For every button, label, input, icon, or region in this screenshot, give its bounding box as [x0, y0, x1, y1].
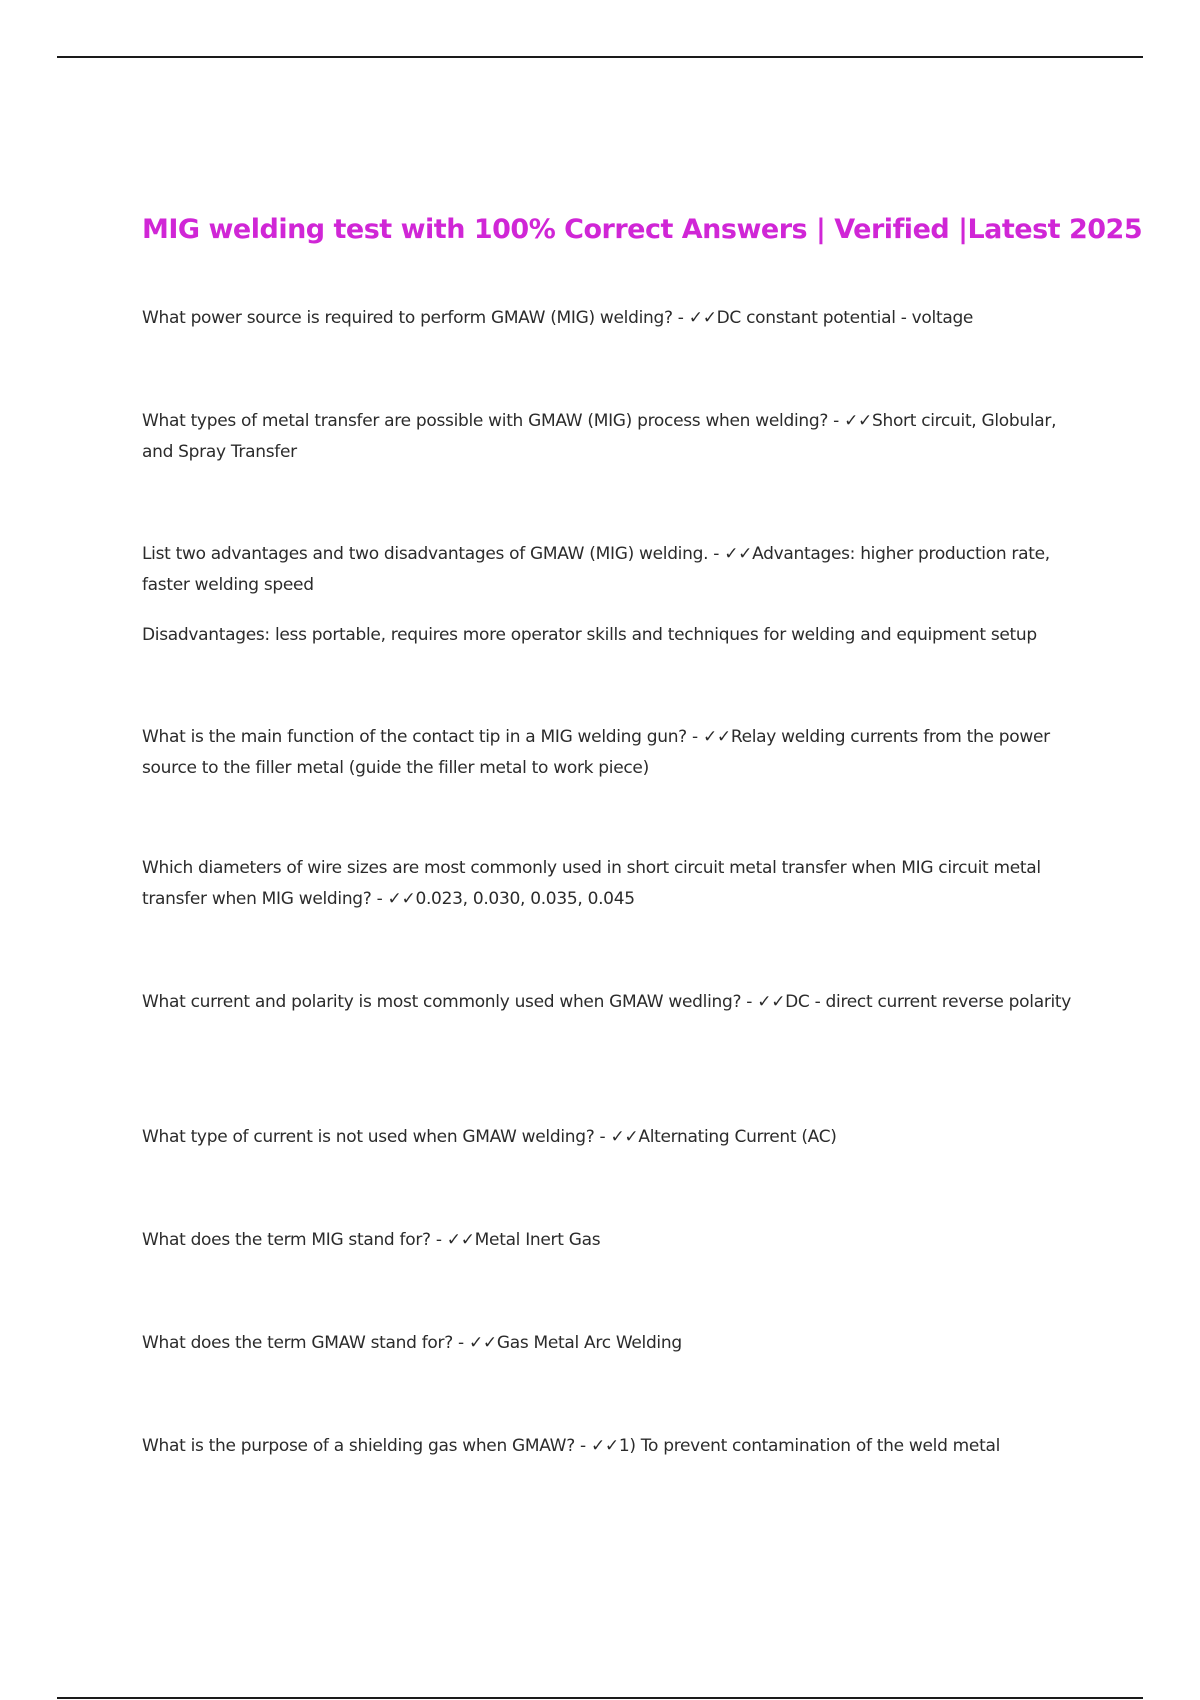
- question-text: What current and polarity is most commonly used when GMAW wedling? -: [142, 992, 758, 1012]
- answer-text: DC - direct current reverse polarity: [785, 992, 1072, 1012]
- bottom-divider: [57, 1697, 1143, 1699]
- answer-text: 1) To prevent contamination of the weld metal: [618, 1436, 1000, 1456]
- question-text: What type of current is not used when GMAW welding? -: [142, 1127, 611, 1147]
- question-text: What is the purpose of a shielding gas when GMAW? -: [142, 1436, 591, 1456]
- check-mark-icon: ✓✓: [702, 727, 731, 747]
- qa-item-4: [142, 722, 1082, 784]
- answer-text: Relay welding currents from the power source to the filler metal (guide the filler metal to work piece): [142, 727, 1050, 778]
- qa-item-10: [142, 1431, 1082, 1462]
- qa-item-1: [142, 303, 1082, 334]
- question-text: Which diameters of wire sizes are most commonly used in short circuit metal transfer when MIG circuit metal transfer when MIG welding? -: [142, 858, 1041, 909]
- check-mark-icon: ✓✓: [724, 544, 753, 564]
- answer-text: 0.023, 0.030, 0.035, 0.045: [415, 889, 635, 909]
- question-text: What does the term MIG stand for? -: [142, 1230, 447, 1250]
- question-text: What is the main function of the contact tip in a MIG welding gun? -: [142, 727, 703, 747]
- check-mark-icon: ✓✓: [844, 411, 872, 431]
- answer-text: Gas Metal Arc Welding: [496, 1333, 682, 1353]
- qa-item-7: [142, 1122, 1082, 1153]
- qa-item-2: [142, 406, 1082, 468]
- top-divider: [57, 56, 1143, 58]
- document-title: MIG welding test with 100% Correct Answers | Verified |Latest 2025: [142, 214, 1143, 245]
- qa-item-8: [142, 1225, 1082, 1256]
- answer-text: Alternating Current (AC): [638, 1127, 837, 1147]
- question-text: List two advantages and two disadvantages of GMAW (MIG) welding. -: [142, 544, 725, 564]
- answer-text: Short circuit, Globular, and Spray Transfer: [142, 411, 1057, 462]
- question-text: What types of metal transfer are possible with GMAW (MIG) process when welding? -: [142, 411, 845, 431]
- question-text: What power source is required to perform GMAW (MIG) welding? -: [142, 308, 689, 328]
- check-mark-icon: ✓✓: [387, 889, 416, 909]
- answer-text: Metal Inert Gas: [474, 1230, 601, 1250]
- qa-item-3: [142, 539, 1082, 601]
- question-text: What does the term GMAW stand for? -: [142, 1333, 469, 1353]
- check-mark-icon: ✓✓: [590, 1436, 619, 1456]
- check-mark-icon: ✓✓: [757, 992, 786, 1012]
- answer-text: DC constant potential - voltage: [716, 308, 974, 328]
- answer-extra-text: Disadvantages: less portable, requires more operator skills and techniques for welding and equipment setup: [142, 625, 1037, 645]
- check-mark-icon: ✓✓: [446, 1230, 475, 1250]
- check-mark-icon: ✓✓: [610, 1127, 639, 1147]
- check-mark-icon: ✓✓: [468, 1333, 497, 1353]
- qa-item-6: [142, 987, 1082, 1018]
- qa-item-5: [142, 853, 1082, 915]
- qa-item-9: [142, 1328, 1082, 1359]
- answer-text: Advantages: higher production rate, faster welding speed: [142, 544, 1050, 595]
- check-mark-icon: ✓✓: [688, 308, 717, 328]
- qa-item-3-continued: [142, 620, 1082, 651]
